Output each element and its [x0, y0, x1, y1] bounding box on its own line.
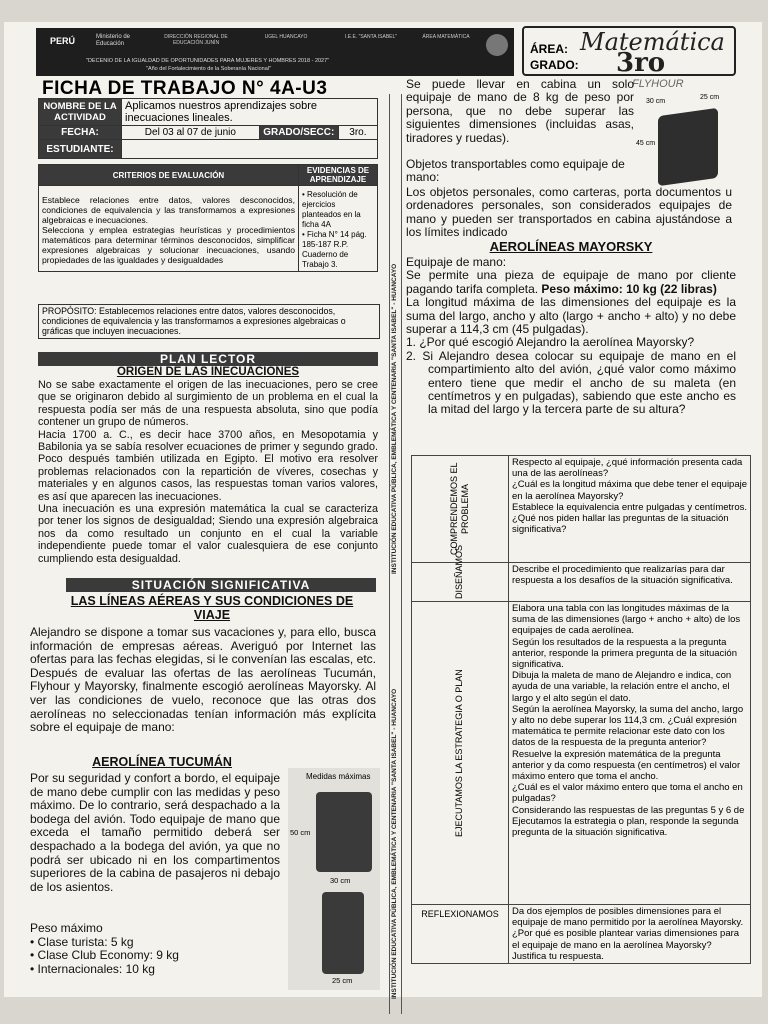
stage-item: Da dos ejemplos de posibles dimensiones para el equipaje de mano permitido por la aerolínea Mayorsky. [512, 906, 744, 929]
spine-divider [381, 94, 407, 1014]
school-text: I.E.E. "SANTA ISABEL" [344, 34, 398, 40]
mayorsky-p1: Equipaje de mano: [406, 255, 507, 269]
area-grade-box [522, 26, 736, 76]
stage-ejecutamos-label: EJECUTAMOS LA ESTRATEGIA O PLAN [454, 669, 465, 837]
bag-height-label: 45 cm [636, 140, 656, 147]
suitcase-side-icon [322, 892, 364, 974]
student-label: ESTUDIANTE: [39, 140, 122, 159]
evidence-1: • Resolución de ejercicios planteados en la ficha 4A [302, 190, 361, 229]
criterion-1: Establece relaciones entre datos, valores desconocidos, condiciones de equivalencia y las transformamos a expresiones algebraicas e inecuaciones. [42, 195, 295, 225]
stage-item: ¿Cuál es la longitud máxima que debe tener el equipaje en la aerolínea Mayorsky? [512, 479, 748, 502]
peso-label: Peso máximo [30, 921, 103, 935]
flyhour-bag-image [636, 84, 734, 188]
flyhour-handwritten: FLYHOUR [632, 78, 684, 90]
stage-item: ¿Por qué es posible plantear varias dimensiones para el equipaje de mano en la aerolínea Mayorsky? Justifica tu respuesta. [512, 928, 740, 962]
peso-3: • Internacionales: 10 kg [30, 961, 155, 976]
peso-2: • Clase Club Economy: 9 kg [30, 948, 179, 963]
activity-name-value: Aplicamos nuestros aprendizajes sobre inecuaciones lineales. [122, 99, 378, 126]
dre-text: DIRECCIÓN REGIONAL DE EDUCACIÓN JUNÍN [164, 34, 228, 46]
mayorsky-p3: La longitud máxima de las dimensiones del equipaje es la suma del largo, ancho y alto (largo + ancho + alto) y no debe superar a 114,3 cm (45 pulgadas). [406, 295, 736, 337]
school-seal-icon [486, 34, 508, 56]
carry-on-bag-icon [658, 108, 718, 186]
suitcase-front-icon [316, 792, 372, 872]
grade-section-value: 3ro. [338, 126, 377, 140]
question-2: 2. Si Alejandro desea colocar su equipaje de mano en el compartimiento alto del avión, ¿qué valor como máximo entero tiene que medir el ancho de su maleta (en centímetros y en pulgadas), sabiendo que este ancho es la mitad del largo y la tercera parte de su altura? [406, 348, 736, 417]
grade-value: 3ro [616, 48, 666, 78]
img-height-label: 50 cm [290, 828, 311, 837]
criteria-table [38, 164, 378, 272]
objetos-text: Los objetos personales, como carteras, porta documentos u ordenadores personales, son considerados equipajes de mano y pueden ser transportados en cabina ajustándose a los límites indicado [406, 185, 732, 240]
header-banner [36, 28, 514, 76]
mayorsky-p2b: Peso máximo: 10 kg (22 libras) [541, 281, 717, 296]
stage-item: Según la aerolínea Mayorsky, la suma del ancho, largo y alto no debe superar los 114,3 cm. ¿Cuál expresión matemática te permite relacionar este dato con los datos de la respuesta de la pregunta anterior? [512, 703, 744, 749]
problem-solving-table [411, 455, 751, 964]
area-value: Matemática [580, 28, 725, 56]
stage-item: Resuelve la expresión matemática de la pregunta anterior y da como respuesta (en centímetros) el valor máximo entero que toma el ancho. [512, 748, 741, 783]
stage-comprendemos-label: COMPRENDEMOS EL PROBLEMA [448, 462, 470, 556]
peru-logo-text: PERÚ [50, 36, 76, 46]
mayorsky-heading: AEROLÍNEAS MAYORSKY [489, 239, 653, 254]
year-text: "Año del Fortalecimiento de la Soberanía Nacional" [146, 66, 271, 72]
area-label: ÁREA: [530, 42, 568, 56]
worksheet-page [4, 22, 762, 997]
situacion-p1: Alejandro se dispone a tomar sus vacaciones y, para ello, busca información de empresas aéreas. Averiguó por Internet las ofertas para las fechas elegidas, si le convenían las escalas, etc. Después de evaluar las ofertas de las aerolíneas Tucumán, Flyhour y Mayorsky, finalmente escogió aerolíneas Mayorsky. Al ver las condiciones de vuelo, reconoce que las otras dos aerolíneas no seleccionadas tenían información más explícita sobre el equipaje de mano: [30, 625, 376, 735]
spine-text-bottom: INSTITUCIÓN EDUCATIVA PÚBLICA, EMBLEMÁTICA Y CENTENARIA "SANTA ISABEL" - HUANCAYO [391, 688, 398, 999]
stage-comprendemos-list [512, 457, 747, 535]
stage-item: Dibuja la maleta de mano de Alejandro e indica, con ayuda de una variable, la relación entre el ancho, el largo y el alto según el dato. [512, 670, 732, 704]
question-1: 1. ¿Por qué escogió Alejandro la aerolínea Mayorsky? [406, 335, 695, 350]
purpose-box: PROPÓSITO: Establecemos relaciones entre datos, valores desconocidos, condiciones de equivalencia y las transformamos a expresiones algebraicas o gráficas que incluyen inecuaciones. [38, 304, 380, 339]
grade-label: GRADO: [530, 58, 579, 72]
stage-item: Establece la equivalencia entre pulgadas y centímetros. [512, 501, 747, 513]
peso-1: • Clase turista: 5 kg [30, 934, 134, 949]
date-value: Del 03 al 07 de junio [122, 126, 260, 140]
bag-depth-label: 25 cm [700, 94, 720, 101]
grade-section-label: GRADO/SECC: [259, 126, 338, 140]
img-caption: Medidas máximas [306, 772, 371, 781]
tucuman-text: Por su seguridad y confort a bordo, el equipaje de mano debe cumplir con las medidas y peso máximo. De lo contrario, será despachado a la bodega del avión. Todo equipaje de mano que exceda el tamaño permitido deberá ser despachado a la bodega del avión, ya que no podrá ser ubicado ni en los compartimentos superiores de la cabina de pasajeros ni debajo de los asientos. [30, 771, 280, 894]
stage-ejecutamos-list [512, 603, 747, 838]
ugel-text: UGEL HUANCAYO [264, 34, 308, 40]
date-label: FECHA: [39, 126, 122, 140]
stage-disenamos-label: DISEÑAMOS [454, 544, 465, 599]
suitcase-image [288, 768, 380, 990]
evidence-2: • Ficha N° 14 pág. 185-187 R.P. Cuaderno de Trabajo 3. [302, 230, 367, 269]
criteria-header: CRITERIOS DE EVALUACIÓN [39, 165, 299, 186]
flyhour-text: Se puede llevar en cabina un solo equipaje de mano de 8 kg de peso por persona, que no debe superar las siguientes dimensiones (incluidas asas, tiradores y ruedas). [406, 77, 634, 145]
ministry-text: Ministerio de Educación [96, 34, 131, 47]
area-block-text: ÁREA MATEMÁTICA [422, 34, 470, 40]
mayorsky-p2a: Se permite una pieza de equipaje de mano por cliente pagando tarifa completa. [406, 268, 736, 296]
stage-item: Elabora una tabla con las longitudes máximas de la suma de las dimensiones (largo + ancho + alto) de los equipajes de cada aerolínea. [512, 603, 741, 637]
student-field[interactable] [122, 140, 378, 159]
situacion-band: SITUACIÓN SIGNIFICATIVA [66, 578, 376, 592]
decree-text: "DECENIO DE LA IGUALDAD DE OPORTUNIDADES PARA MUJERES Y HOMBRES 2018 - 2027" [86, 58, 330, 64]
stage-item: Describe el procedimiento que realizarías para dar respuesta a los desafíos de la situación significativa. [509, 563, 751, 602]
situacion-heading: LAS LÍNEAS AÉREAS Y SUS CONDICIONES DE VIAJE [70, 594, 354, 622]
stage-item: Respecto al equipaje, ¿qué información presenta cada una de las aerolíneas? [512, 457, 743, 480]
plan-lector-p2: Hacia 1700 a. C., es decir hace 3700 años, en Mesopotamia y Babilonia ya se sabía resolver ecuaciones de primer y segundo grado. Poco después también utilizada en Egipto. El motivo era resolver problemas relacionados con la repartición de víveres, cosechas y materiales y en algunos casos, las respuestas toman varios valores, es así que aparecen las inecuaciones. [38, 428, 378, 503]
plan-lector-p1: No se sabe exactamente el origen de las inecuaciones, pero se cree que se originaron debido al surgimiento de un problema en el cual la respuesta podía ser más de una respuesta absoluta, sino que podía contener un grupo de números. [38, 379, 378, 429]
spine-text-top: INSTITUCIÓN EDUCATIVA PÚBLICA, EMBLEMÁTICA Y CENTENARIA "SANTA ISABEL" - HUANCAYO [391, 263, 398, 574]
img-depth-label: 25 cm [332, 976, 353, 985]
stage-item: ¿Cuál es el valor máximo entero que toma el ancho en pulgadas? [512, 782, 743, 805]
stage-reflexionamos-list [512, 906, 747, 962]
plan-lector-p3: Una inecuación es una expresión matemática la cual se caracteriza por tener los signos de desigualdad; Siendo una expresión algebraica nos da como resultado un conjunto en el cual la variable independiente puede tomar el valor cualesquiera de ese conjunto cumpliendo esta desigualdad. [38, 503, 378, 565]
stage-reflexionamos-label: REFLEXIONAMOS [412, 905, 509, 964]
objetos-heading: Objetos transportables como equipaje de mano: [406, 157, 625, 185]
page-title: FICHA DE TRABAJO N° 4A-U3 [42, 78, 328, 99]
stage-item: Según los resultados de la respuesta a la pregunta anterior, responde la primera pregunta de la situación significativa. [512, 636, 737, 671]
activity-name-label: NOMBRE DE LA ACTIVIDAD [39, 99, 122, 126]
evidence-header: EVIDENCIAS DE APRENDIZAJE [299, 165, 378, 186]
stage-item: Considerando las respuestas de las preguntas 5 y 6 de Ejecutamos la estrategia o plan, responde la segunda pregunta de la situación significativa. [512, 804, 745, 839]
tucuman-heading: AEROLÍNEA TUCUMÁN [92, 755, 232, 769]
activity-info-table [38, 98, 378, 159]
plan-lector-heading: ORIGEN DE LAS INECUACIONES [116, 366, 300, 378]
img-width-label: 30 cm [330, 876, 351, 885]
criterion-2: Selecciona y emplea estrategias heurísticas y procedimientos matemáticos para determinar términos desconocidos, simplificar expresiones algebraicas y solucionar inecuaciones, usando propiedades de las igualdades y desigualdades [42, 225, 295, 265]
stage-item: ¿Qué nos piden hallar las preguntas de la situación significativa? [512, 513, 729, 536]
plan-lector-band: PLAN LECTOR [38, 352, 378, 366]
bag-width-label: 30 cm [646, 98, 666, 105]
